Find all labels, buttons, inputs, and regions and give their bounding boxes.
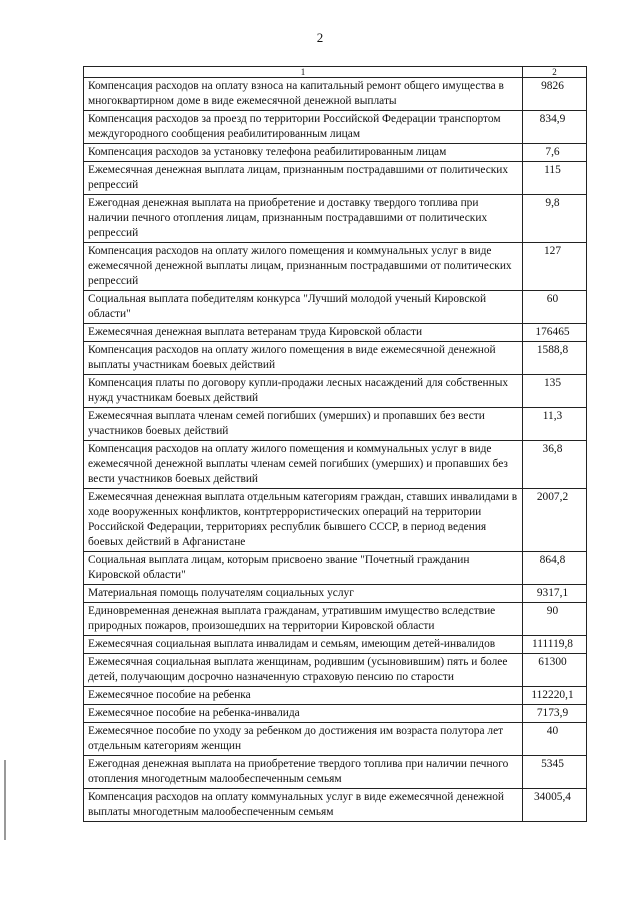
table-row: [84, 195, 587, 243]
table-row: [84, 585, 587, 603]
row-value: 11,3: [523, 408, 587, 441]
row-name: Ежемесячная социальная выплата женщинам, родившим (усыновившим) пять и более детей, получающим досрочно назначенную страховую пенсию по старости: [84, 654, 523, 687]
table-row: [84, 342, 587, 375]
column-header-2: 2: [523, 67, 587, 78]
table-row: [84, 162, 587, 195]
row-value: 90: [523, 603, 587, 636]
row-value: 9,8: [523, 195, 587, 243]
row-value: 834,9: [523, 111, 587, 144]
table-row: [84, 489, 587, 552]
table-row: [84, 375, 587, 408]
row-name: Компенсация расходов за установку телефона реабилитированным лицам: [84, 144, 523, 162]
row-value: 864,8: [523, 552, 587, 585]
table-row: [84, 291, 587, 324]
row-name: Ежегодная денежная выплата на приобретение твердого топлива при наличии печного отопления многодетным малообеспеченным семьям: [84, 756, 523, 789]
row-value: 5345: [523, 756, 587, 789]
row-value: 115: [523, 162, 587, 195]
row-value: 9826: [523, 78, 587, 111]
row-value: 1588,8: [523, 342, 587, 375]
table-row: [84, 408, 587, 441]
row-name: Компенсация расходов на оплату жилого помещения в виде ежемесячной денежной выплаты участникам боевых действий: [84, 342, 523, 375]
row-name: Единовременная денежная выплата гражданам, утратившим имущество вследствие природных пожаров, произошедших на территории Кировской области: [84, 603, 523, 636]
row-value: 34005,4: [523, 789, 587, 822]
table-row: [84, 441, 587, 489]
row-name: Социальная выплата лицам, которым присвоено звание "Почетный гражданин Кировской области": [84, 552, 523, 585]
row-name: Компенсация расходов на оплату коммунальных услуг в виде ежемесячной денежной выплаты многодетным малообеспеченным семьям: [84, 789, 523, 822]
row-value: 127: [523, 243, 587, 291]
row-value: 9317,1: [523, 585, 587, 603]
table-row: [84, 654, 587, 687]
scan-edge-mark: [4, 760, 6, 840]
row-name: Ежемесячное пособие на ребенка-инвалида: [84, 705, 523, 723]
table-row: [84, 756, 587, 789]
row-name: Материальная помощь получателям социальных услуг: [84, 585, 523, 603]
table-row: [84, 789, 587, 822]
table-row: [84, 723, 587, 756]
column-header-1: 1: [84, 67, 523, 78]
table-header-row: [84, 67, 587, 78]
row-value: 36,8: [523, 441, 587, 489]
table-row: [84, 243, 587, 291]
row-name: Ежемесячное пособие на ребенка: [84, 687, 523, 705]
row-name: Социальная выплата победителям конкурса "Лучший молодой ученый Кировской области": [84, 291, 523, 324]
row-name: Компенсация расходов на оплату жилого помещения и коммунальных услуг в виде ежемесячной денежной выплаты лицам, признанным пострадавшими от политических репрессий: [84, 243, 523, 291]
row-name: Ежемесячная социальная выплата инвалидам и семьям, имеющим детей-инвалидов: [84, 636, 523, 654]
row-value: 60: [523, 291, 587, 324]
row-name: Ежемесячная денежная выплата ветеранам труда Кировской области: [84, 324, 523, 342]
row-name: Компенсация расходов на оплату взноса на капитальный ремонт общего имущества в многоквартирном доме в виде ежемесячной денежной выплаты: [84, 78, 523, 111]
row-name: Ежемесячная денежная выплата отдельным категориям граждан, ставших инвалидами в ходе вооруженных конфликтов, контртеррористических операций на территории Российской Федерации, территориях республик бывшего СССР, в период ведения боевых действий в Афганистане: [84, 489, 523, 552]
row-name: Компенсация расходов за проезд по территории Российской Федерации транспортом междугородного сообщения реабилитированным лицам: [84, 111, 523, 144]
row-name: Ежемесячная выплата членам семей погибших (умерших) и пропавших без вести участников боевых действий: [84, 408, 523, 441]
row-value: 40: [523, 723, 587, 756]
row-name: Компенсация расходов на оплату жилого помещения и коммунальных услуг в виде ежемесячной денежной выплаты членам семей погибших (умерших) и пропавших без вести участников боевых действий: [84, 441, 523, 489]
row-value: 2007,2: [523, 489, 587, 552]
table-row: [84, 552, 587, 585]
table-row: [84, 324, 587, 342]
row-name: Ежегодная денежная выплата на приобретение и доставку твердого топлива при наличии печного отопления лицам, признанным пострадавшими от политических репрессий: [84, 195, 523, 243]
row-value: 7173,9: [523, 705, 587, 723]
row-name: Ежемесячная денежная выплата лицам, признанным пострадавшими от политических репрессий: [84, 162, 523, 195]
row-value: 111119,8: [523, 636, 587, 654]
table-row: [84, 603, 587, 636]
row-value: 112220,1: [523, 687, 587, 705]
row-name: Ежемесячное пособие по уходу за ребенком до достижения им возраста полутора лет отдельным категориям женщин: [84, 723, 523, 756]
row-value: 61300: [523, 654, 587, 687]
table-row: [84, 78, 587, 111]
row-value: 176465: [523, 324, 587, 342]
table-row: [84, 636, 587, 654]
table-row: [84, 144, 587, 162]
table-row: [84, 687, 587, 705]
table-row: [84, 111, 587, 144]
row-name: Компенсация платы по договору купли-продажи лесных насаждений для собственных нужд участникам боевых действий: [84, 375, 523, 408]
page-number: 2: [316, 30, 324, 45]
row-value: 135: [523, 375, 587, 408]
expenditure-table: [83, 66, 587, 822]
row-value: 7,6: [523, 144, 587, 162]
table-row: [84, 705, 587, 723]
